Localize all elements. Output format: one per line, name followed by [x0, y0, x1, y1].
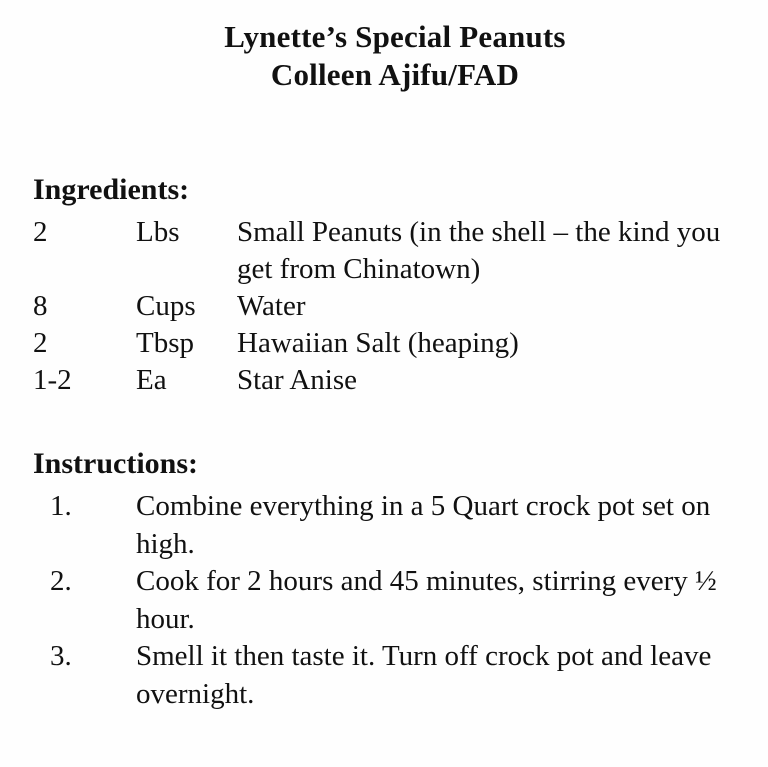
ingredient-name: Water: [237, 290, 306, 322]
step-number: 1.: [50, 490, 72, 522]
ingredient-quantity: 8: [33, 290, 48, 322]
ingredient-unit: Lbs: [136, 216, 180, 248]
step-text: Combine everything in a 5 Quart crock pot set on high.: [136, 490, 711, 560]
ingredient-quantity: 2: [33, 216, 48, 248]
ingredient-name: Hawaiian Salt (heaping): [237, 327, 519, 359]
instructions-list: [50, 488, 750, 713]
ingredient-row: [33, 362, 753, 399]
ingredient-unit: Cups: [136, 290, 196, 322]
instructions-heading: Instructions:: [33, 447, 199, 480]
title-block: [0, 18, 768, 94]
ingredients-heading: Ingredients:: [33, 173, 190, 206]
step-text: Smell it then taste it. Turn off crock pot and leave overnight.: [136, 640, 712, 710]
step-text: Cook for 2 hours and 45 minutes, stirring every ½ hour.: [136, 565, 717, 635]
ingredient-row: [33, 214, 753, 288]
instruction-step: [50, 563, 750, 638]
ingredient-name: Small Peanuts (in the shell – the kind you get from Chinatown): [237, 216, 721, 285]
ingredient-quantity: 2: [33, 327, 48, 359]
ingredient-unit: Tbsp: [136, 327, 194, 359]
step-number: 3.: [50, 640, 72, 672]
recipe-author: Colleen Ajifu/FAD: [270, 57, 520, 92]
ingredient-unit: Ea: [136, 364, 167, 396]
ingredient-row: [33, 325, 753, 362]
instruction-step: [50, 638, 750, 713]
recipe-title: Lynette’s Special Peanuts: [224, 19, 566, 54]
ingredients-list: [33, 214, 753, 399]
ingredient-quantity: 1-2: [33, 364, 72, 396]
ingredient-name: Star Anise: [237, 364, 358, 396]
instruction-step: [50, 488, 750, 563]
step-number: 2.: [50, 565, 72, 597]
ingredient-row: [33, 288, 753, 325]
